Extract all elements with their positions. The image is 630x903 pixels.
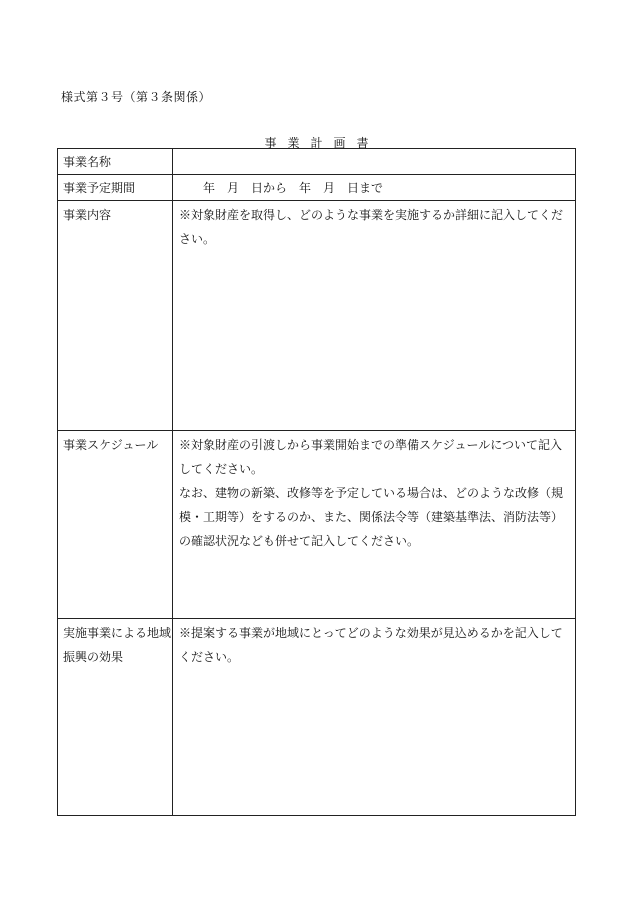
label-regional-effect: 実施事業による地域振興の効果 bbox=[58, 619, 173, 816]
row-business-period bbox=[58, 175, 576, 201]
field-business-schedule[interactable] bbox=[173, 431, 576, 619]
field-business-period[interactable] bbox=[173, 175, 576, 201]
label-business-content: 事業内容 bbox=[58, 201, 173, 431]
document-title: 事業計画書 bbox=[264, 136, 380, 150]
label-business-schedule: 事業スケジュール bbox=[58, 431, 173, 619]
row-business-schedule bbox=[58, 431, 576, 619]
period-template-text: 年 月 日から 年 月 日まで bbox=[203, 181, 384, 195]
field-business-content[interactable] bbox=[173, 201, 576, 431]
business-content-instruction: ※対象財産を取得し、どのような事業を実施するか詳細に記入してください。 bbox=[179, 208, 564, 246]
form-number: 様式第３号（第３条関係） bbox=[61, 90, 212, 104]
schedule-instruction-1: ※対象財産の引渡しから事業開始までの準備スケジュールについて記入してください。 bbox=[179, 438, 563, 476]
label-business-name: 事業名称 bbox=[58, 149, 173, 175]
row-regional-effect bbox=[58, 619, 576, 816]
field-regional-effect[interactable] bbox=[173, 619, 576, 816]
regional-effect-instruction: ※提案する事業が地域にとってどのような効果が見込めるかを記入してください。 bbox=[179, 626, 563, 664]
row-business-content bbox=[58, 201, 576, 431]
schedule-instruction-2: なお、建物の新築、改修等を予定している場合は、どのような改修（規模・工期等）をするのか、また、関係法令等（建築基準法、消防法等）の確認状況なども併せて記入してください。 bbox=[179, 486, 564, 548]
field-business-name[interactable] bbox=[173, 149, 576, 175]
label-business-period: 事業予定期間 bbox=[58, 175, 173, 201]
row-business-name bbox=[58, 149, 576, 175]
business-plan-table bbox=[57, 148, 576, 816]
